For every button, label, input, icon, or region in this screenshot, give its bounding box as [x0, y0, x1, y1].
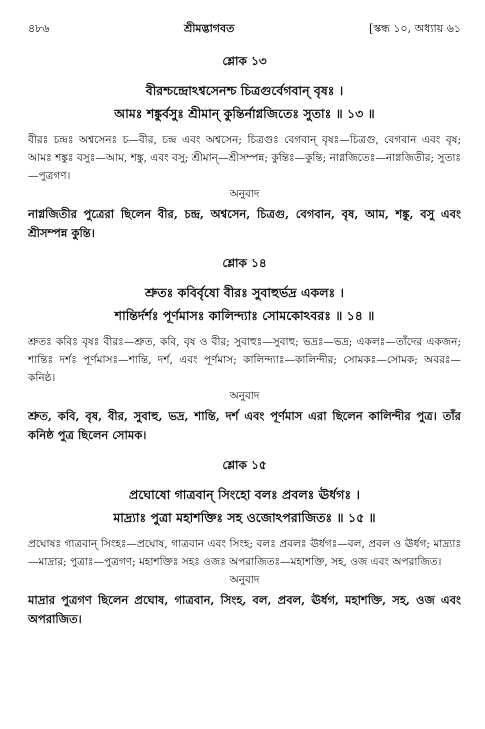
- verse-block-14: [28, 255, 461, 445]
- sanskrit-verse-line: মাদ্র্যাঃ পুত্রা মহাশক্তিঃ সহ ওজোঽপরাজিতঃ ॥ ১৫ ॥: [113, 510, 376, 525]
- sanskrit-verse-line: শান্তির্দর্শঃ পূর্ণমাসঃ কালিন্দ্যাঃ সোমকোঽবরঃ ॥ ১৪ ॥: [114, 308, 375, 323]
- translation-heading: অনুবাদ: [229, 188, 260, 200]
- page-number: ৪৮৬: [28, 22, 50, 35]
- word-synonyms: প্রঘোষঃ গাত্রবান্ সিংহঃ—প্রঘোষ, গাত্রবান এবং সিংহ; বলঃ প্রবলঃ ঊর্ধগঃ—বল, প্রবল ও ঊর্ধগ; মাদ্র্যাঃ—মাদ্রার; পুত্রাঃ—পুত্রগণ; মহাশক্তিঃ সহঃ ওজঃ অপরাজিতঃ—মহাশক্তি, সহ, ওজ এবং অপরাজিত।: [28, 538, 461, 568]
- verse-number-label: শ্লোক ১৫: [222, 458, 267, 472]
- word-synonyms: বীরঃ চন্দ্রঃ অশ্বসেনঃ চ—বীর, চন্দ্র এবং অশ্বসেন; চিত্রগুঃ বেগবান্ বৃষঃ—চিত্রগু, বেগবান এবং বৃষ; আমঃ শঙ্কুঃ বসুঃ—আম, শঙ্কু, এবং বসু; শ্রীমান্—শ্রীসম্পন্ন; কুন্তিঃ—কুন্তি; নাগ্নজিতেঃ—নাগ্নজিতীর; সুতাঃ—পুত্রগণ।: [28, 134, 461, 182]
- translation-heading: অনুবাদ: [229, 390, 260, 402]
- verse-block-15: [28, 457, 461, 629]
- sanskrit-verse-line: বীরশ্চন্দ্রোঽশ্বসেনশ্চ চিত্রগুর্বেগবান্ বৃষঃ ।: [145, 83, 344, 98]
- translation-text: মাদ্রার পুত্রগণ ছিলেন প্রঘোষ, গাত্রবান, সিংহ, বল, প্রবল, ঊর্ধগ, মহাশক্তি, সহ, ওজ এবং অপরাজিত।: [28, 593, 461, 626]
- translation-text: শ্রুত, কবি, বৃষ, বীর, সুবাহু, ভদ্র, শান্তি, দর্শ এবং পূর্ণমাস এরা ছিলেন কালিন্দীর পুত্র। তাঁর কনিষ্ঠ পুত্র ছিলেন সোমক।: [28, 409, 461, 442]
- translation-text: নাগ্নজিতীর পুত্রেরা ছিলেন বীর, চন্দ্র, অশ্বসেন, চিত্রগু, বেগবান, বৃষ, আম, শঙ্কু, বসু এবং শ্রীসম্পন্ন কুন্তি।: [28, 207, 461, 240]
- sanskrit-verse-line: শ্রুতঃ কবির্বৃষো বীরঃ সুবাহুর্ভদ্র একলঃ ।: [144, 285, 345, 300]
- verse-block-13: [28, 53, 461, 243]
- page-header: [28, 20, 461, 50]
- chapter-reference: [স্কন্ধ ১০, অধ্যায় ৬১: [368, 22, 461, 35]
- sanskrit-verse-line: আমঃ শঙ্কুর্বসুঃ শ্রীমান্ কুন্তির্নাগ্নজিতেঃ সুতাঃ ॥ ১৩ ॥: [114, 106, 375, 121]
- word-synonyms: শ্রুতঃ কবিঃ বৃষঃ বীরঃ—শ্রুত, কবি, বৃষ ও বীর; সুবাহুঃ—সুবাহু; ভদ্রঃ—ভদ্র; একলঃ—তাঁদের একজন; শান্তিঃ দর্শঃ পূর্ণমাসঃ—শান্তি, দর্শ, এবং পূর্ণমাস; কালিন্দ্যাঃ—কালিন্দীর; সোমকঃ—সোমক; অবরঃ—কনিষ্ঠ।: [28, 336, 461, 384]
- verse-number-label: শ্লোক ১৪: [222, 256, 267, 270]
- sanskrit-verse-line: প্রঘোষো গাত্রবান্ সিংহো বলঃ প্রবলঃ ঊর্ধগঃ ।: [129, 487, 360, 502]
- translation-heading: অনুবাদ: [229, 574, 260, 586]
- book-title: শ্রীমদ্ভাগবত: [183, 22, 235, 35]
- verse-number-label: শ্লোক ১৩: [222, 54, 267, 68]
